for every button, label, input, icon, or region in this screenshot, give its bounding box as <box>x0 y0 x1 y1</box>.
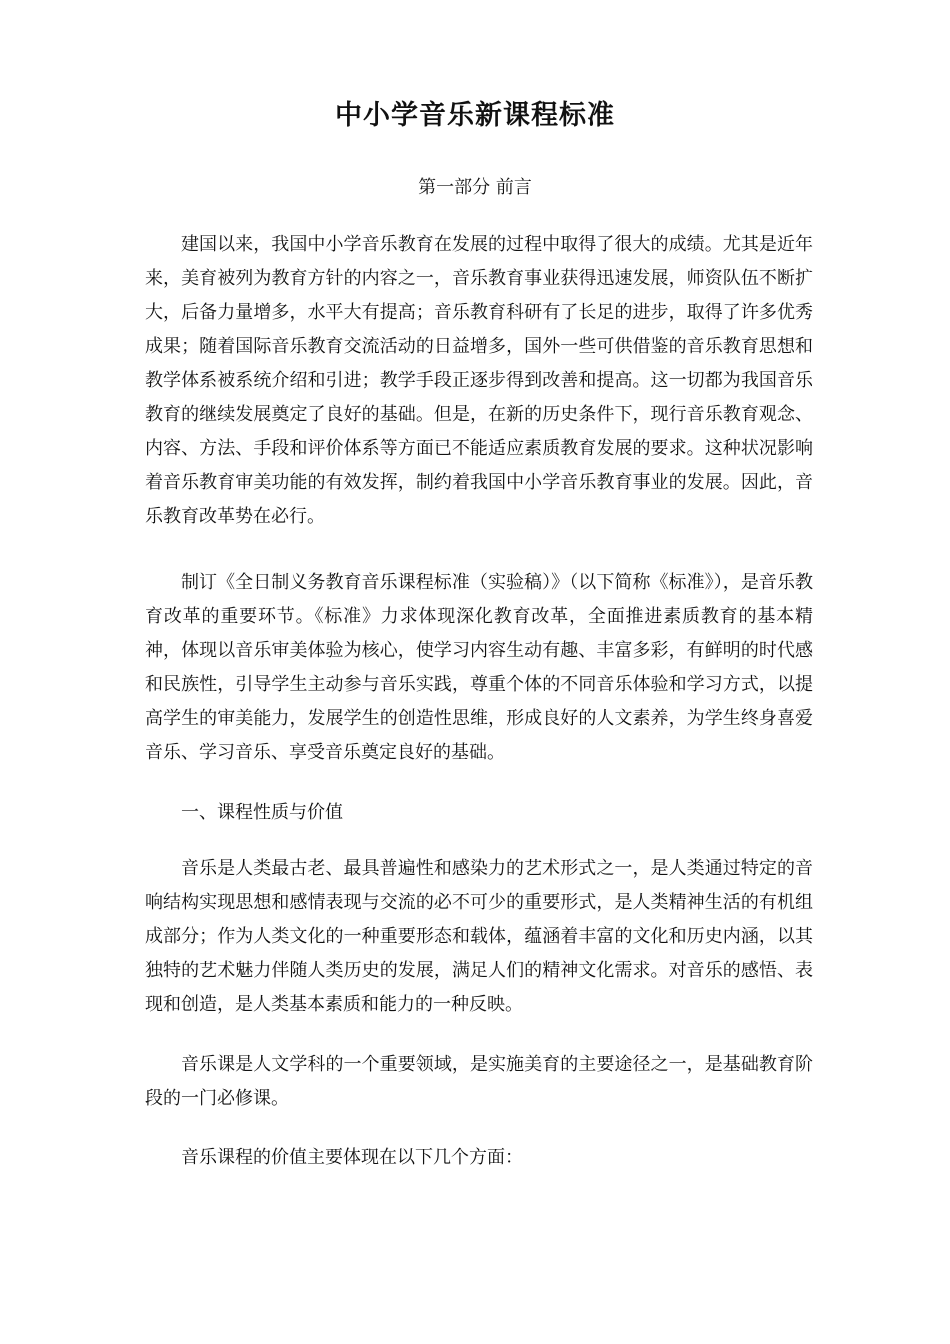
paragraph-music-course: 音乐课是人文学科的一个重要领域，是实施美育的主要途径之一，是基础教育阶段的一门必修课。 <box>145 1054 813 1109</box>
paragraph-intro: 建国以来，我国中小学音乐教育在发展的过程中取得了很大的成绩。尤其是近年来，美育被列为教育方针的内容之一，音乐教育事业获得迅速发展，师资队伍不断扩大，后备力量增多，水平大有提高；音乐教育科研有了长足的进步，取得了许多优秀成果；随着国际音乐教育交流活动的日益增多，国外一些可供借鉴的音乐教育思想和教学体系被系统介绍和引进；教学手段正逐步得到改善和提高。这一切都为我国音乐教育的继续发展奠定了良好的基础。但是，在新的历史条件下，现行音乐教育观念、内容、方法、手段和评价体系等方面已不能适应素质教育发展的要求。这种状况影响着音乐教育审美功能的有效发挥，制约着我国中小学音乐教育事业的发展。因此，音乐教育改革势在必行。 <box>145 234 813 527</box>
paragraph-music-art-form: 音乐是人类最古老、最具普遍性和感染力的艺术形式之一，是人类通过特定的音响结构实现思想和感情表现与交流的必不可少的重要形式，是人类精神生活的有机组成部分；作为人类文化的一种重要形态和载体，蕴涵着丰富的文化和历史内涵，以其独特的艺术魅力伴随人类历史的发展，满足人们的精神文化需求。对音乐的感悟、表现和创造，是人类基本素质和能力的一种反映。 <box>145 858 813 1015</box>
section-heading-nature-value: 一、课程性质与价值 <box>181 802 343 823</box>
paragraph-standard: 制订《全日制义务教育音乐课程标准（实验稿）》（以下简称《标准》），是音乐教育改革的重要环节。《标准》力求体现深化教育改革，全面推进素质教育的基本精神，体现以音乐审美体验为核心，使学习内容生动有趣、丰富多彩，有鲜明的时代感和民族性，引导学生主动参与音乐实践，尊重个体的不同音乐体验和学习方式，以提高学生的审美能力，发展学生的创造性思维，形成良好的人文素养，为学生终身喜爱音乐、学习音乐、享受音乐奠定良好的基础。 <box>145 572 813 763</box>
part-heading: 第一部分 前言 <box>418 177 532 198</box>
document-title: 中小学音乐新课程标准 <box>335 100 615 131</box>
paragraph-course-value: 音乐课程的价值主要体现在以下几个方面： <box>181 1147 523 1168</box>
